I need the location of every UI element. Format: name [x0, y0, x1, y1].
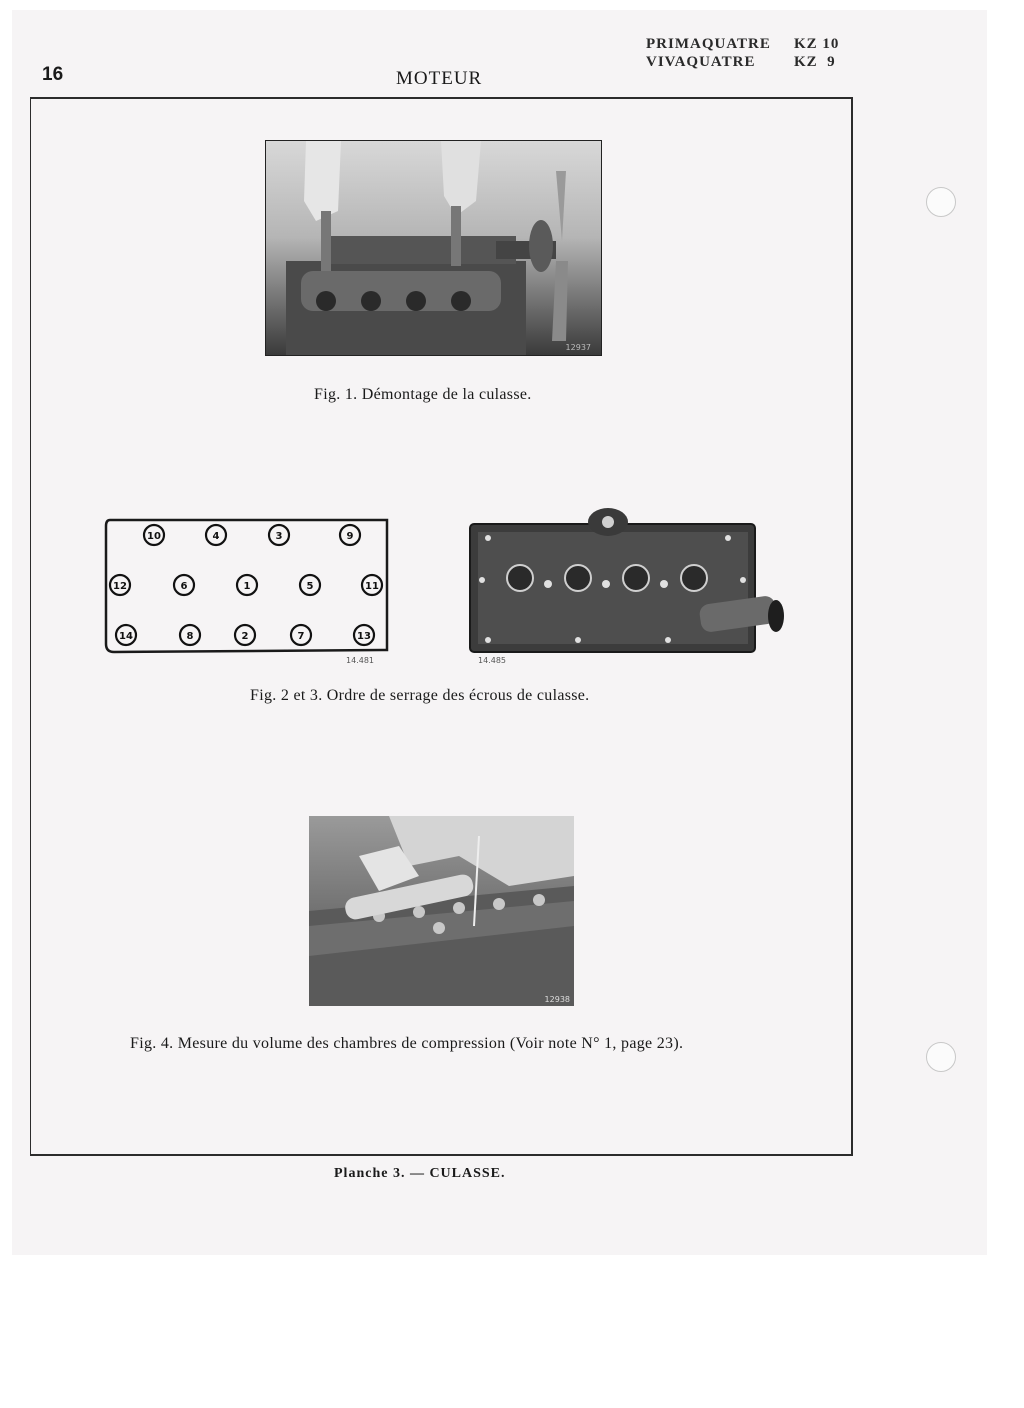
engine-disassembly-illustration: [266, 141, 601, 355]
fig2-photo-number: 14.481: [346, 656, 374, 665]
model-code: KZ 9: [794, 54, 836, 70]
fig1-caption: Fig. 1. Démontage de la culasse.: [314, 386, 532, 403]
fig4-caption: Fig. 4. Mesure du volume des chambres de compression (Voir note N° 1, page 23).: [130, 1035, 684, 1052]
punch-hole: [926, 1042, 956, 1072]
page-number: 16: [42, 64, 64, 85]
compression-measurement-illustration: [309, 816, 574, 1006]
photo-number: 12937: [565, 343, 591, 352]
model-row: [646, 35, 839, 53]
bolt-number: 13: [357, 631, 371, 642]
bolt-number: 14: [119, 631, 133, 642]
bolt-number: 1: [243, 581, 251, 592]
plate-title: Planche 3. — CULASSE.: [334, 1166, 506, 1181]
bolt-number: 4: [212, 531, 220, 542]
bolt-number: 5: [306, 581, 314, 592]
photo-number: 12938: [544, 995, 570, 1004]
model-code: KZ 10: [794, 36, 840, 52]
section-title: MOTEUR: [396, 68, 483, 89]
model-row: [646, 53, 839, 71]
bolt-number: 9: [346, 531, 354, 542]
model-name: VIVAQUATRE: [646, 54, 756, 70]
bolt-number: 8: [186, 631, 194, 642]
bolt-row-1: [144, 525, 360, 545]
tightening-order-diagram: [102, 516, 392, 656]
bolt-number: 2: [241, 631, 249, 642]
model-name: PRIMAQUATRE: [646, 36, 771, 52]
bolt-number: 3: [275, 531, 283, 542]
fig4-photo: [309, 816, 574, 1006]
bolt-number: 7: [297, 631, 305, 642]
punch-hole: [926, 187, 956, 217]
fig3-photo-number: 14.485: [478, 656, 506, 665]
model-list: [646, 35, 839, 71]
fig1-photo: [265, 140, 602, 356]
bolt-number: 6: [180, 581, 188, 592]
bolt-number: 10: [147, 531, 161, 542]
fig2-3-caption: Fig. 2 et 3. Ordre de serrage des écrous de culasse.: [250, 687, 590, 704]
bolt-number: 11: [365, 581, 379, 592]
bolt-row-2: [110, 575, 382, 595]
bolt-number: 12: [113, 581, 127, 592]
cylinder-head-illustration: [468, 504, 788, 656]
bolt-row-3: [116, 625, 374, 645]
